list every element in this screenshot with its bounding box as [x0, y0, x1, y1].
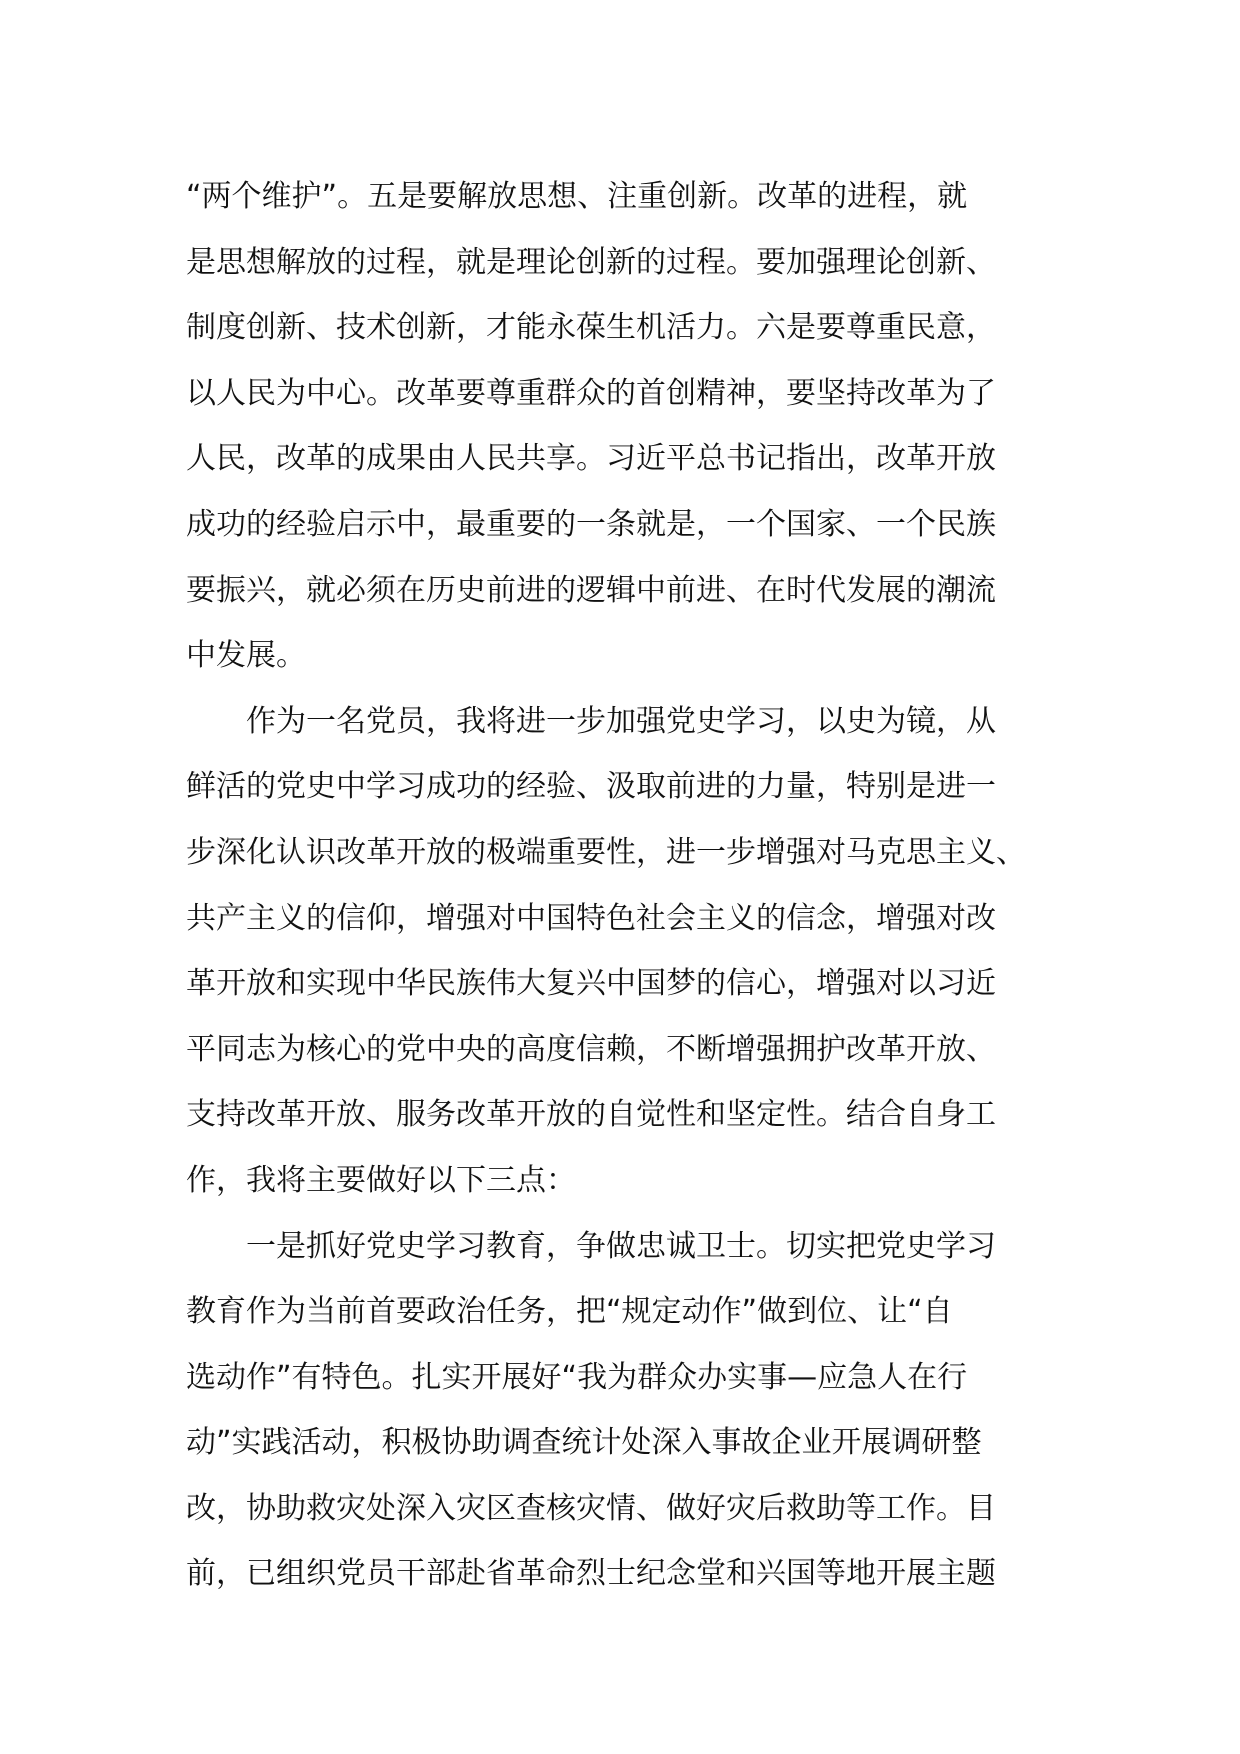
text-line: 成功的经验启示中，最重要的一条就是，一个国家、一个民族 — [186, 506, 996, 542]
text-line: 是思想解放的过程，就是理论创新的过程。要加强理论创新、 — [186, 244, 996, 280]
paragraph-2 — [186, 689, 1066, 1214]
text-line: 平同志为核心的党中央的高度信赖，不断增强拥护改革开放、 — [186, 1031, 996, 1067]
text-line: 鲜活的党史中学习成功的经验、汲取前进的力量，特别是进一 — [186, 769, 996, 805]
text-line: “两个维护”。五是要解放思想、注重创新。改革的进程，就 — [186, 179, 968, 214]
text-line: 作，我将主要做好以下三点： — [186, 1162, 576, 1198]
text-line: 教育作为当前首要政治任务，把“规定动作”做到位、让“自 — [186, 1294, 953, 1330]
text-line-first-indented: 作为一名党员，我将进一步加强党史学习，以史为镜，从 — [246, 703, 996, 739]
text-line: 前，已组织党员干部赴省革命烈士纪念堂和兴国等地开展主题 — [186, 1556, 996, 1592]
text-line: 动”实践活动，积极协助调查统计处深入事故企业开展调研整 — [186, 1425, 982, 1461]
paragraph-1 — [186, 164, 1066, 689]
text-line: 中发展。 — [186, 638, 306, 674]
text-line: 制度创新、技术创新，才能永葆生机活力。六是要尊重民意， — [186, 310, 996, 346]
text-line: 步深化认识改革开放的极端重要性，进一步增强对马克思主义、 — [186, 834, 1026, 870]
text-line: 改，协助救灾处深入灾区查核灾情、做好灾后救助等工作。目 — [186, 1490, 996, 1526]
text-line-first-indented: 一是抓好党史学习教育，争做忠诚卫士。切实把党史学习 — [246, 1228, 996, 1264]
body-text — [186, 164, 1066, 1607]
text-line: 共产主义的信仰，增强对中国特色社会主义的信念，增强对改 — [186, 900, 996, 936]
text-line: 革开放和实现中华民族伟大复兴中国梦的信心，增强对以习近 — [186, 966, 996, 1002]
text-line: 要振兴，就必须在历史前进的逻辑中前进、在时代发展的潮流 — [186, 572, 996, 608]
text-line: 支持改革开放、服务改革开放的自觉性和坚定性。结合自身工 — [186, 1097, 996, 1133]
text-line: 以人民为中心。改革要尊重群众的首创精神，要坚持改革为了 — [186, 375, 996, 411]
text-line: 选动作”有特色。扎实开展好“我为群众办实事—应急人在行 — [186, 1359, 968, 1395]
paragraph-3 — [186, 1214, 1066, 1608]
text-line: 人民，改革的成果由人民共享。习近平总书记指出，改革开放 — [186, 441, 996, 477]
